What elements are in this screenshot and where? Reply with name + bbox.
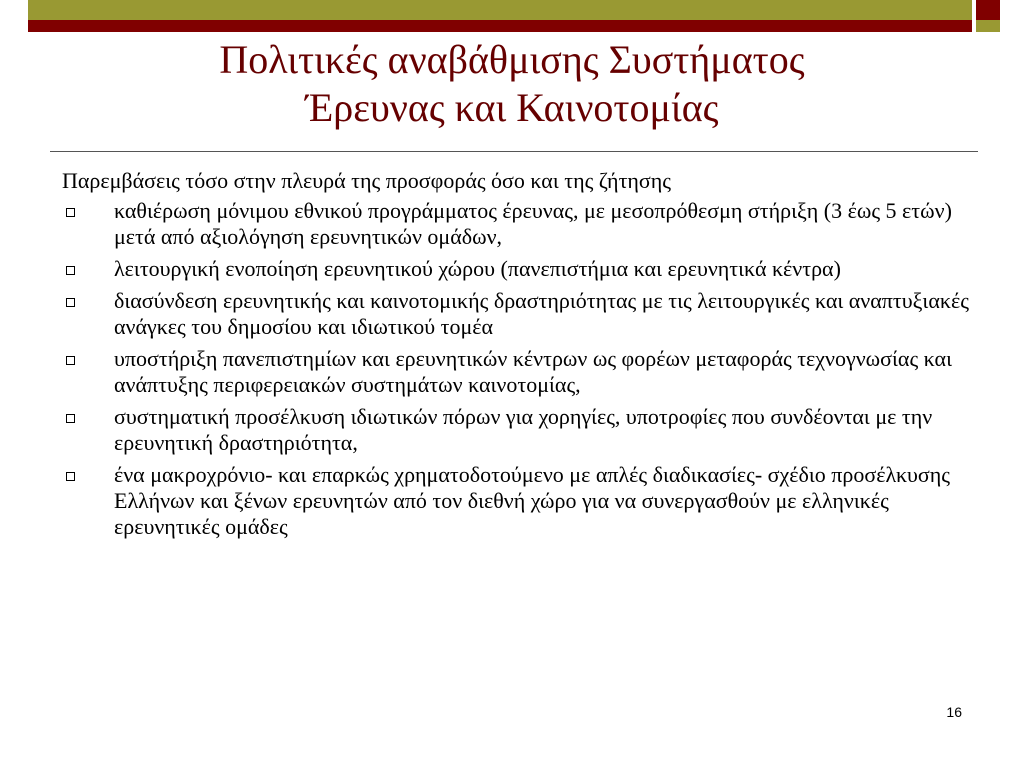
slide-title bbox=[60, 36, 964, 132]
square-bullet-icon bbox=[66, 472, 75, 481]
list-item-text: διασύνδεση ερευνητικής και καινοτομικής δραστηριότητας με τις λειτουργικές και αναπτυξιακές ανάγκες του δημοσίου και ιδιωτικού τομέα bbox=[114, 288, 969, 339]
square-bullet-icon bbox=[66, 208, 75, 217]
list-item bbox=[62, 404, 972, 456]
intro-text: Παρεμβάσεις τόσο στην πλευρά της προσφοράς όσο και της ζήτησης bbox=[62, 168, 671, 193]
square-bullet-icon bbox=[66, 298, 75, 307]
corner-square-top bbox=[976, 0, 1000, 20]
corner-square-bottom bbox=[976, 20, 1000, 32]
header-bar-red bbox=[28, 20, 972, 32]
list-item bbox=[62, 198, 972, 250]
list-item-text: λειτουργική ενοποίηση ερευνητικού χώρου (πανεπιστήμια και ερευνητικά κέντρα) bbox=[114, 256, 841, 281]
list-item bbox=[62, 288, 972, 340]
slide-title-line-2: Έρευνας και Καινοτομίας bbox=[305, 85, 719, 130]
title-divider bbox=[50, 151, 978, 152]
list-item-text: συστηματική προσέλκυση ιδιωτικών πόρων για χορηγίες, υποτροφίες που συνδέονται με την ερευνητική δραστηριότητα, bbox=[114, 404, 933, 455]
square-bullet-icon bbox=[66, 414, 75, 423]
square-bullet-icon bbox=[66, 266, 75, 275]
list-item-text: καθιέρωση μόνιμου εθνικού προγράμματος έρευνας, με μεσοπρόθεσμη στήριξη (3 έως 5 ετών) μετά από αξιολόγηση ερευνητικών ομάδων, bbox=[114, 198, 952, 249]
list-item bbox=[62, 256, 972, 282]
list-item bbox=[62, 346, 972, 398]
slide-body bbox=[62, 168, 972, 546]
page-number: 16 bbox=[946, 704, 962, 720]
slide-title-line-1: Πολιτικές αναβάθμισης Συστήματος bbox=[219, 37, 805, 82]
bullet-list bbox=[62, 198, 972, 540]
list-item bbox=[62, 462, 972, 540]
list-item-text: υποστήριξη πανεπιστημίων και ερευνητικών κέντρων ως φορέων μεταφοράς τεχνογνωσίας και ανάπτυξης περιφερειακών συστημάτων καινοτομίας, bbox=[114, 346, 952, 397]
list-item-text: ένα μακροχρόνιο- και επαρκώς χρηματοδοτούμενο με απλές διαδικασίες- σχέδιο προσέλκυσης Ελλήνων και ξένων ερευνητών από τον διεθνή χώρο για να συνεργασθούν με ελληνικές ερευνητικές ομάδες bbox=[114, 462, 951, 539]
header-bar-olive bbox=[28, 0, 972, 20]
square-bullet-icon bbox=[66, 356, 75, 365]
